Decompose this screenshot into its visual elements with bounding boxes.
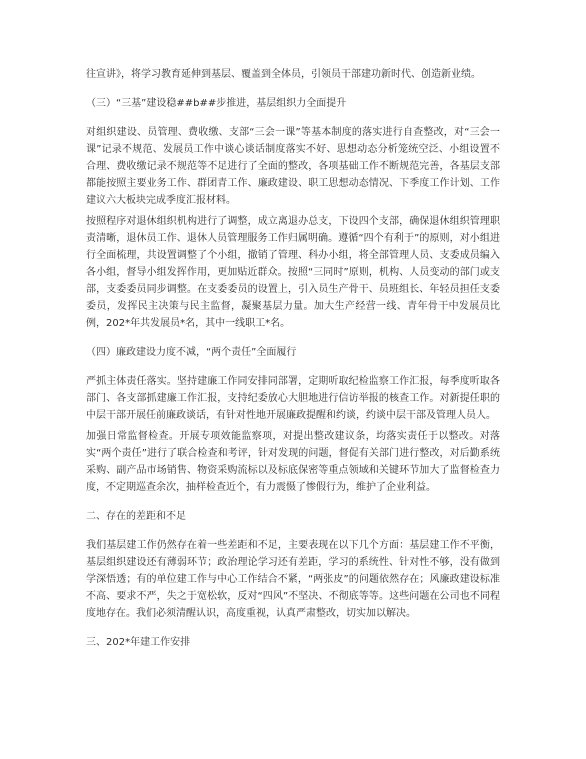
paragraph: 按照程序对退休组织机构进行了调整，成立离退办总支，下设四个支部，确保退休组织管理职责清晰，退休员工作、退休人员管理服务工作归属明确。遵循“四个有利于”的原则，对小组进行全面梳理，共设置调整了个小组，撤销了管理、科办小组，将全部管理人员、支委成员编入各小组，督导小组发挥作用，更加贴近群众。按照“三同时”原则，机构、人员变动的部门或支部，支委委员同步调整。在支委委员的设置上，引入员生产骨干、员班组长、年轻员担任支委委员，发挥民主决策与民主监督，凝聚基层力量。加大生产经营一线、青年骨干中发展员比例，202*年共发展员*名，其中一线职工*名。: [86, 216, 500, 329]
paragraph: 对组织建设、员管理、费收缴、支部“三会一课”等基本制度的落实进行自查整改，对“三会一课”记录不规范、发展员工作中谈心谈话制度落实不好、思想动态分析笼统空泛、小组设置不合理、费收缴记录不规范等不足进行了全面的整改，各项基础工作不断规范完善，各基层支部都能按照主要业务工作、群团青工作、廉政建设、职工思想动态情况、下季度工作计划、工作建议六大板块完成季度汇报材料。: [86, 127, 500, 206]
paragraph-group: [86, 373, 500, 496]
paragraph: 加强日常监督检查。开展专项效能监察项，对提出整改建议条，均落实责任于以整改。对落实“两个责任”进行了联合检查和考评，针对发现的问题，督促有关部门进行整改，对后勤系统采购、副产品市场销售、物资采购流标以及标底保密等重点领域和关键环节加大了监督检查力度，不定期巡查余次，抽样检查近个，有力震慑了惨假行为，维护了企业利益。: [86, 431, 500, 493]
section-heading: 二、存在的差距和不足: [86, 511, 186, 522]
paragraph: 往宣讲》，将学习教育延伸到基层、覆盖到全体员，引领员干部建功新时代、创造新业绩。: [86, 69, 481, 80]
document-body: [86, 66, 500, 651]
paragraph-group: [86, 537, 500, 622]
section-heading: （四）廉政建设力度不减，“两个责任”全面履行: [86, 347, 297, 358]
section-heading: （三）“三基”建设稳##b##步推进，基层组织力全面提升: [86, 98, 347, 109]
paragraph: 我们基层建工作仍然存在着一些差距和不足，主要表现在以下几个方面：基层建工作不平衡，基层组织建设还有薄弱环节；政治理论学习还有差距，学习的系统性、针对性不够，没有做到学深悟透；有的单位建工作与中心工作结合不紧，“两张皮”的问题依然存在；风廉政建设标准不高、要求不严，失之于宽松软，反对“四风”不坚决、不彻底等等。这些问题在公司也不同程度地存在。我们必须清醒认识，高度重视，认真严肃整改，切实加以解决。: [86, 540, 500, 619]
paragraph-group: [86, 124, 500, 332]
paragraph-group: [86, 66, 500, 83]
section-heading: 三、202*年建工作安排: [86, 637, 191, 648]
paragraph: 严抓主体责任落实。坚持建廉工作同安排同部署，定期听取纪检监察工作汇报，每季度听取各部门、各支部抓建廉工作汇报，支持纪委放心大胆地进行信访举报的核查工作。对新提任职的中层干部开展任前廉政谈话，有针对性地开展廉政提醒和约谈，约谈中层干部及管理人员人。: [86, 376, 500, 421]
